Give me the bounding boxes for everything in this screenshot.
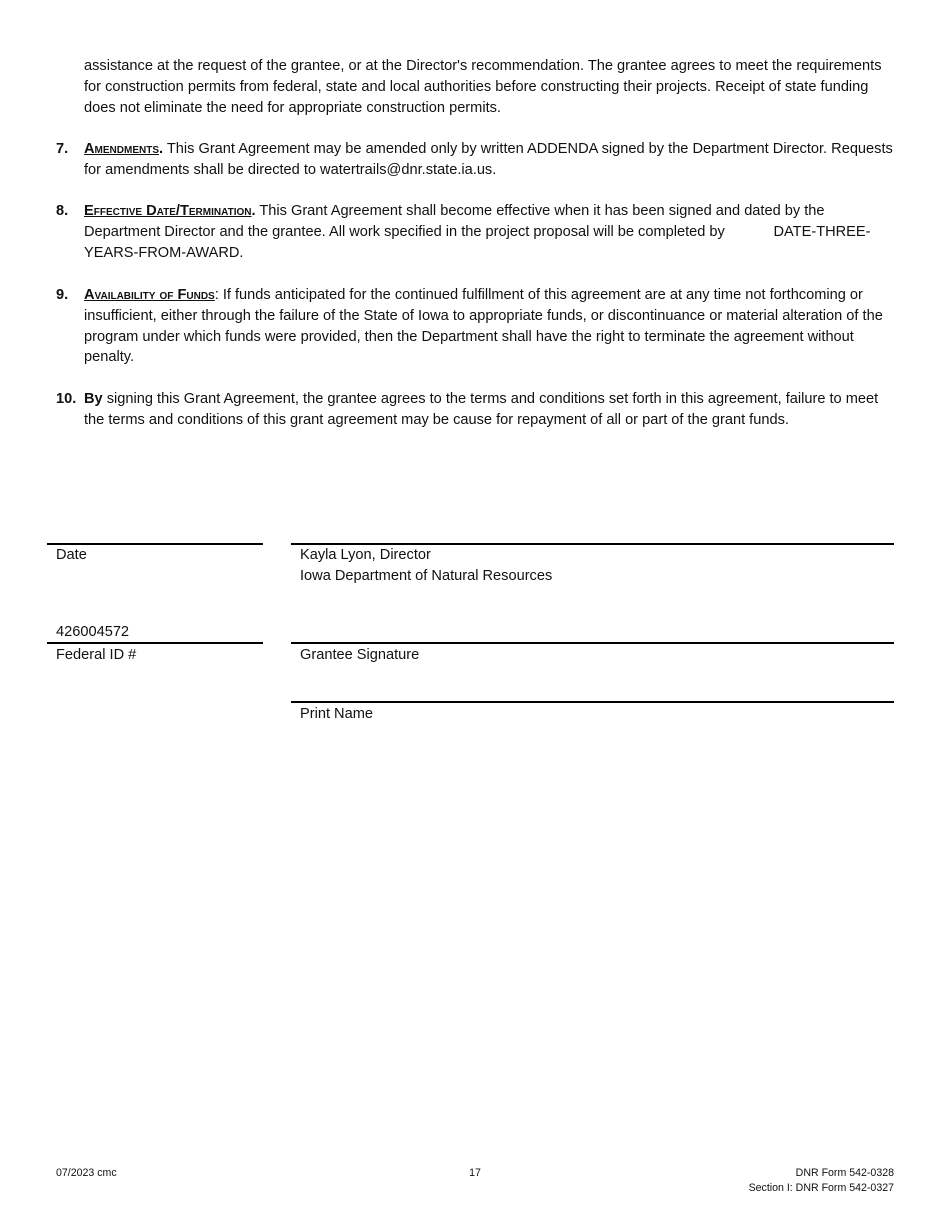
clause-text: If funds anticipated for the continued fulfillment of this agreement are at any time not forthcoming or insufficient, either through the failure of the State of Iowa to appropriate funds, or discontinuance or material alteration of the program under which funds were provided, then the Department shall have the right to terminate the agreement without penalty. [84, 287, 883, 366]
clause-lead: By [84, 391, 103, 407]
clause-heading-punct: . [158, 141, 164, 157]
clause-body [84, 201, 894, 263]
clause-10 [56, 389, 894, 431]
clause-text: signing this Grant Agreement, the grantee agrees to the terms and conditions set forth in this agreement, failure to meet the terms and conditions of this grant agreement may be cause for repayment of all or part of the grant funds. [84, 391, 879, 428]
federal-id-line [47, 642, 263, 644]
clause-number: 8. [56, 203, 69, 219]
clause-9 [56, 285, 894, 368]
footer-section: Section I: DNR Form 542-0327 [748, 1182, 894, 1194]
clause-7 [56, 139, 894, 181]
clause-heading: Availability of Funds [84, 287, 215, 303]
clause-heading-punct: : [214, 287, 219, 303]
clause-text: This Grant Agreement shall become effective when it has been signed and dated by the Department Director and the grantee. All work specified in the project proposal will be completed by DATE-THREE-YEARS-FROM-AWARD. [84, 203, 871, 261]
federal-id-value: 426004572 [56, 624, 130, 640]
federal-id-label: Federal ID # [56, 647, 137, 663]
clause-text: This Grant Agreement may be amended only by written ADDENDA signed by the Department Director. Requests for amendments shall be directed to watertrails@dnr.state.ia.us. [84, 141, 893, 178]
director-name: Kayla Lyon, Director [300, 547, 431, 563]
print-name-line [291, 701, 894, 703]
footer-form-number: DNR Form 542-0328 [795, 1167, 894, 1179]
continued-paragraph: assistance at the request of the grantee, or at the Director's recommendation. The grantee agrees to meet the requirements for construction permits from federal, state and local authorities before constructing their projects. Receipt of state funding does not eliminate the need for appropriate construction permits. [84, 58, 882, 116]
clause-heading: Effective Date/Termination [84, 203, 252, 219]
clause-heading-punct: . [251, 203, 256, 219]
clause-body [84, 285, 894, 368]
page-number: 17 [469, 1167, 481, 1179]
director-organization: Iowa Department of Natural Resources [300, 568, 553, 584]
grantee-signature-label: Grantee Signature [300, 647, 420, 663]
grantee-signature-line [291, 642, 894, 644]
date-label: Date [56, 547, 87, 563]
clause-number: 9. [56, 287, 69, 303]
clause-heading: Amendments [84, 141, 159, 157]
clause-number: 10. [56, 391, 77, 407]
clause-8 [56, 201, 894, 263]
clause-number: 7. [56, 141, 69, 157]
print-name-label: Print Name [300, 706, 373, 722]
footer-revision: 07/2023 cmc [56, 1167, 117, 1179]
clause-body [84, 139, 894, 181]
clause-body [84, 389, 894, 431]
